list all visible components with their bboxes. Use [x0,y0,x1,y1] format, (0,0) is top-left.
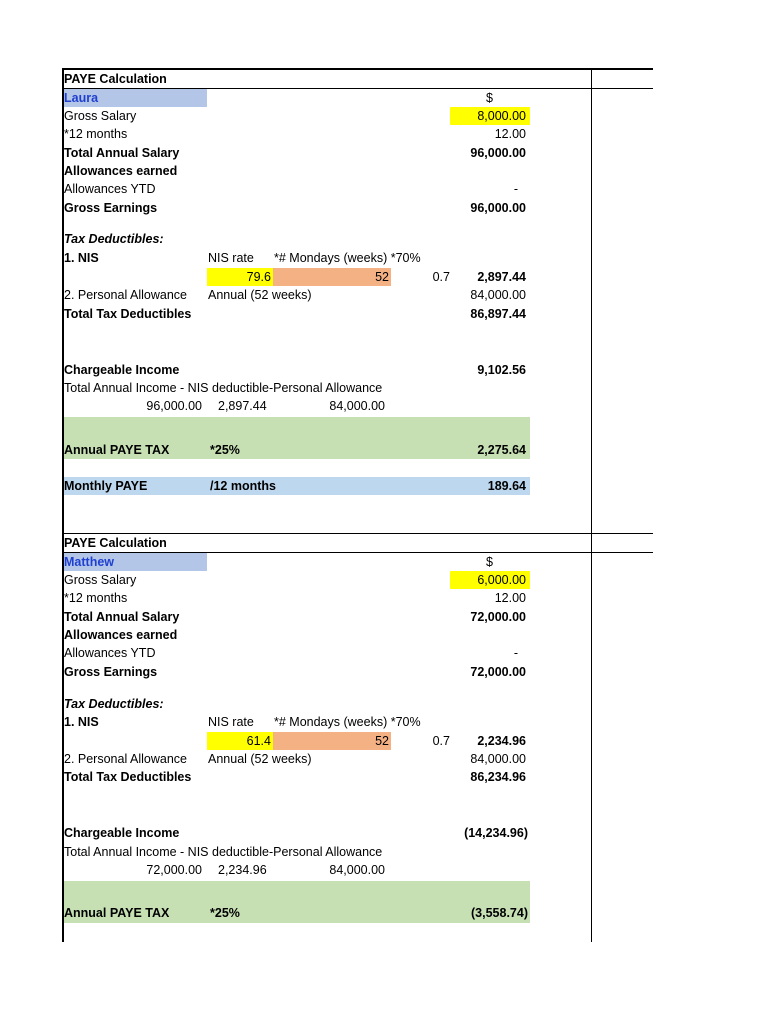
gross-salary-label: Gross Salary [64,109,137,123]
gross-salary-value: 6,000.00 [477,573,526,587]
annual-tax-rate: *25% [210,906,240,920]
mondays-label: *# Mondays (weeks) *70% [274,715,421,729]
total-annual-salary-label: Total Annual Salary [64,146,180,160]
annual-tax-value: 2,275.64 [477,443,526,457]
nis-rate-value: 79.6 [246,270,271,284]
gross-earnings-label: Gross Earnings [64,201,158,215]
formula-label: Total Annual Income - NIS deductible-Personal Allowance [64,381,383,395]
personal-allowance-desc: Annual (52 weeks) [208,752,312,766]
annual-tax-label: Annual PAYE TAX [64,443,170,457]
total-tax-deductibles-label: Total Tax Deductibles [64,307,192,321]
formula-value-3: 84,000.00 [329,399,385,413]
personal-allowance-label: 2. Personal Allowance [64,288,187,302]
allowances-ytd-label: Allowances YTD [64,182,156,196]
gross-earnings-value: 72,000.00 [470,665,526,679]
allowances-ytd-value: - [513,646,518,660]
total-annual-salary-value: 96,000.00 [470,146,526,160]
gross-earnings-label: Gross Earnings [64,665,158,679]
pct-value: 0.7 [432,270,450,284]
months-label: *12 months [64,591,128,605]
nis-total-value: 2,897.44 [477,270,526,284]
right-border [591,68,592,942]
total-annual-salary-value: 72,000.00 [470,610,526,624]
annual-tax-rate: *25% [210,443,240,457]
allowances-earned-label: Allowances earned [64,164,178,178]
formula-value-3: 84,000.00 [329,863,385,877]
allowances-ytd-value: - [513,182,518,196]
formula-value-1: 72,000.00 [146,863,202,877]
nis-rate-value: 61.4 [246,734,271,748]
months-label: *12 months [64,127,128,141]
monthly-paye-desc: /12 months [210,479,276,493]
personal-allowance-desc: Annual (52 weeks) [208,288,312,302]
chargeable-income-value: (14,234.96) [464,826,528,840]
pct-value: 0.7 [432,734,450,748]
gross-salary-label: Gross Salary [64,573,137,587]
nis-total-value: 2,234.96 [477,734,526,748]
annual-tax-label: Annual PAYE TAX [64,906,170,920]
nis-rate-label: NIS rate [208,715,254,729]
allowances-ytd-label: Allowances YTD [64,646,156,660]
section-title: PAYE Calculation [64,72,167,86]
months-value: 12.00 [494,127,526,141]
chargeable-income-label: Chargeable Income [64,826,180,840]
formula-label: Total Annual Income - NIS deductible-Personal Allowance [64,845,383,859]
personal-allowance-value: 84,000.00 [470,288,526,302]
annual-tax-value: (3,558.74) [471,906,528,920]
gross-salary-value: 8,000.00 [477,109,526,123]
total-annual-salary-label: Total Annual Salary [64,610,180,624]
chargeable-income-label: Chargeable Income [64,363,180,377]
formula-value-2: 2,897.44 [218,399,267,413]
monthly-paye-value: 189.64 [487,479,526,493]
chargeable-income-value: 9,102.56 [477,363,526,377]
weeks-value: 52 [375,270,389,284]
employee-name: Matthew [64,555,114,569]
nis-rate-label: NIS rate [208,251,254,265]
employee-name: Laura [64,91,99,105]
monthly-paye-label: Monthly PAYE [64,479,148,493]
gross-earnings-value: 96,000.00 [470,201,526,215]
section-title: PAYE Calculation [64,536,167,550]
months-value: 12.00 [494,591,526,605]
tax-deductibles-label: Tax Deductibles: [64,232,164,246]
total-tax-deductibles-value: 86,234.96 [470,770,526,784]
mondays-label: *# Mondays (weeks) *70% [274,251,421,265]
nis-label: 1. NIS [64,715,99,729]
formula-value-2: 2,234.96 [218,863,267,877]
total-tax-deductibles-value: 86,897.44 [470,307,526,321]
allowances-earned-label: Allowances earned [64,628,178,642]
personal-allowance-label: 2. Personal Allowance [64,752,187,766]
total-tax-deductibles-label: Total Tax Deductibles [64,770,192,784]
currency-symbol: $ [486,555,493,569]
personal-allowance-value: 84,000.00 [470,752,526,766]
nis-label: 1. NIS [64,251,99,265]
currency-symbol: $ [486,91,493,105]
weeks-value: 52 [375,734,389,748]
formula-value-1: 96,000.00 [146,399,202,413]
tax-deductibles-label: Tax Deductibles: [64,697,164,711]
